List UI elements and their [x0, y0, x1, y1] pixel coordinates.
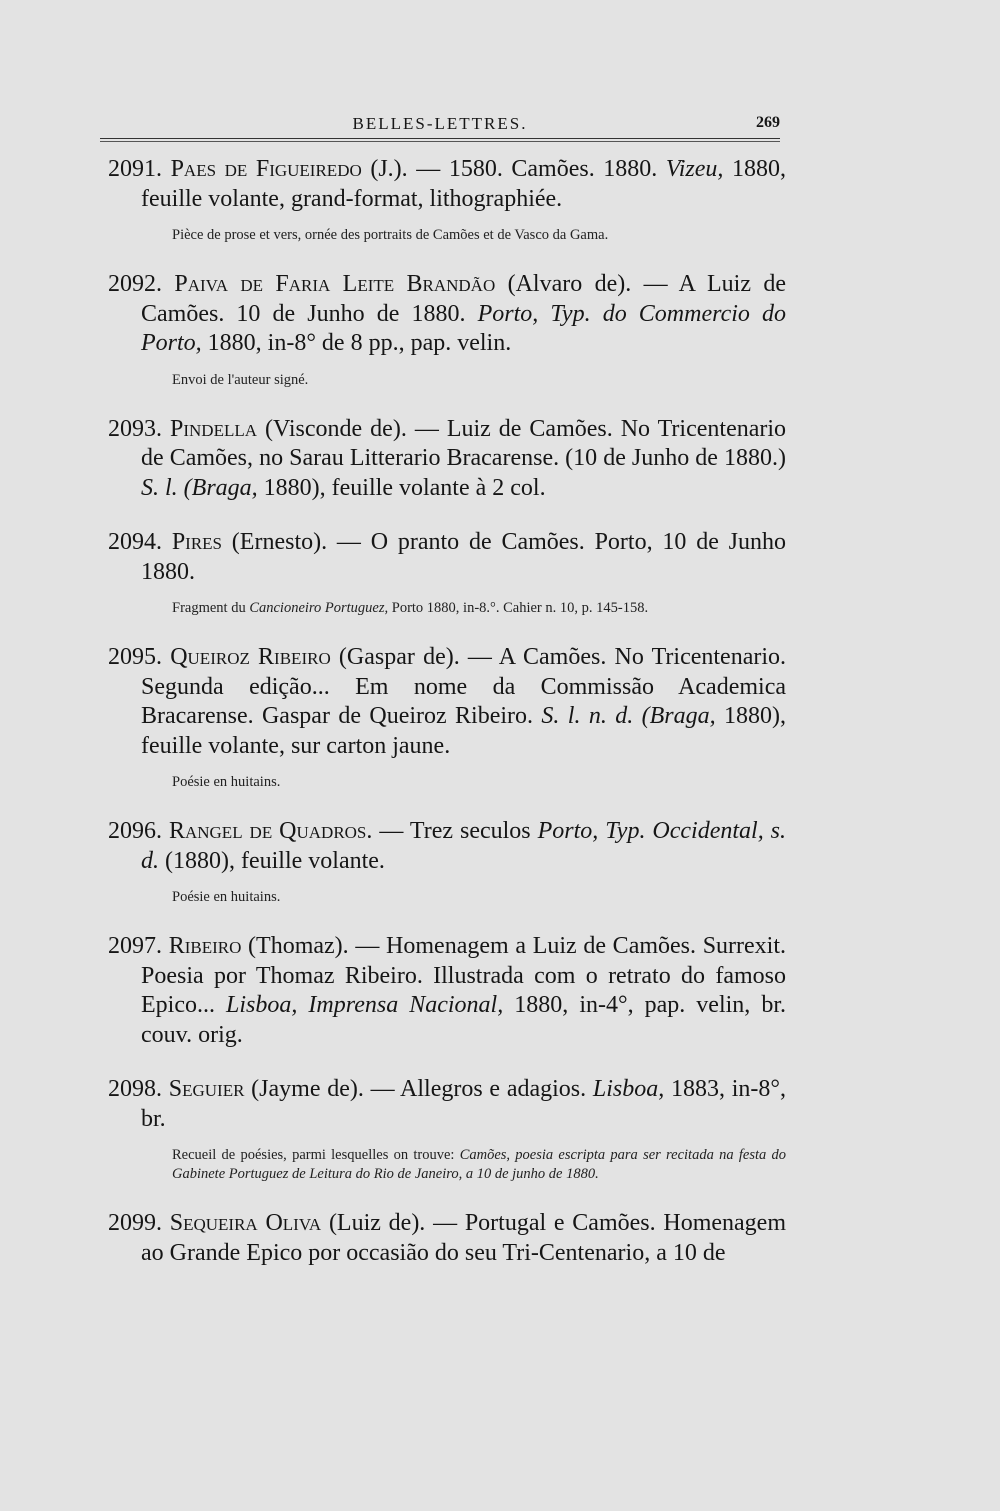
entry-text — [108, 643, 786, 761]
note-text-end: Porto 1880, in-8.°. Cahier n. 10, p. 145-158. — [388, 600, 649, 616]
entry-author-detail: (Gaspar de). — [330, 644, 460, 670]
entry-author: Sequeira Oliva — [169, 1210, 322, 1236]
catalogue-entries — [108, 155, 786, 1293]
entry-note — [172, 599, 786, 618]
entry-imprint: S. l. (Braga, — [141, 474, 258, 501]
entry-description: 1880), feuille volante, sur carton jaune. — [141, 703, 786, 759]
entry-number: 2093. — [108, 415, 162, 442]
catalogue-entry — [108, 528, 786, 618]
entry-author: Pindella — [170, 415, 257, 442]
catalogue-entry — [108, 1209, 786, 1268]
entry-note: Poésie en huitains. — [172, 889, 281, 905]
entry-author: Ribeiro — [168, 933, 242, 959]
entry-description: 1880, feuille volante, grand-format, lithographiée. — [141, 156, 786, 212]
entry-text — [108, 528, 786, 587]
note-text: Recueil de poésies, parmi lesquelles on trouve: — [172, 1147, 460, 1163]
entry-imprint: Porto, Typ. Occidental, s. d. — [141, 818, 786, 874]
entry-author-detail: (J.). — [361, 156, 408, 182]
entry-dash: — — [406, 415, 447, 442]
note-italic-title: Cancioneiro Portuguez, — [249, 600, 389, 616]
entry-number: 2096. — [108, 818, 162, 844]
entry-text — [108, 1209, 786, 1268]
entry-number: 2092. — [108, 271, 162, 297]
entry-number: 2097. — [108, 933, 162, 959]
header-rule — [100, 138, 780, 142]
page-number: 269 — [756, 114, 780, 131]
entry-title: A Camões. No Tricentenario. Segunda edição... Em nome da Commissão Academica Bracarense. Gaspar de Queiroz Ribeiro. — [141, 644, 787, 729]
entry-note: Envoi de l'auteur signé. — [172, 371, 309, 388]
entry-number: 2098. — [108, 1076, 162, 1102]
entry-title: Homenagem a Luiz de Camões. Surrexit. Poesia por Thomaz Ribeiro. Illustrada com o retrato do famoso Epico... — [141, 933, 787, 1018]
entry-author-detail: (Ernesto). — [222, 529, 328, 555]
entry-title: Allegros e adagios. — [400, 1076, 593, 1102]
catalogue-entry — [108, 643, 786, 792]
entry-author: Seguier — [168, 1076, 245, 1102]
entry-text — [108, 817, 786, 876]
catalogue-entry — [108, 817, 786, 907]
entry-author: Pires — [171, 529, 222, 555]
entry-title: A Luiz de Camões. 10 de Junho de 1880. — [141, 271, 787, 327]
entry-imprint: Lisboa, — [592, 1076, 665, 1102]
note-italic-title: Camões, poesia escripta para ser recitada na festa do Gabinete Portuguez de Leitura do Rio de Janeiro, a 10 de junho de 1880. — [172, 1147, 787, 1182]
catalogue-entry — [108, 1075, 786, 1184]
entry-text — [108, 270, 786, 359]
entry-number: 2095. — [108, 644, 162, 670]
entry-title: Trez seculos — [409, 818, 538, 844]
entry-note — [172, 1146, 786, 1184]
entry-dash: — — [407, 156, 449, 182]
entry-author-detail: (Alvaro de). — [495, 271, 632, 297]
catalogue-entry — [108, 932, 786, 1050]
entry-description: 1883, in-8°, br. — [141, 1076, 786, 1132]
entry-author: Paes de Figueiredo — [170, 156, 362, 182]
entry-number: 2099. — [108, 1210, 162, 1236]
entry-dash: — — [348, 933, 387, 959]
entry-description: 1880, in-4°, pap. velin, br. couv. orig. — [141, 992, 786, 1048]
note-text: Fragment du — [172, 600, 250, 616]
catalogue-entry — [108, 270, 786, 390]
entry-author: Rangel de Quadros — [168, 818, 367, 844]
entry-note: Pièce de prose et vers, ornée des portraits de Camões et de Vasco da Gama. — [172, 227, 609, 243]
entry-author: Paiva de Faria Leite Brandão — [174, 271, 496, 297]
entry-imprint: Porto, Typ. do Commercio do Porto, — [141, 300, 786, 356]
running-title: BELLES-LETTRES. — [352, 114, 528, 133]
catalogue-entry — [108, 415, 786, 504]
entry-number: 2094. — [108, 529, 162, 555]
entry-imprint: Vizeu, — [665, 156, 724, 182]
entry-dash: — — [425, 1210, 465, 1236]
entry-number: 2091. — [108, 156, 162, 182]
entry-author-detail: (Jayme de). — [244, 1076, 364, 1102]
entry-dash: — — [372, 818, 410, 844]
entry-author: Queiroz Ribeiro — [170, 644, 331, 670]
entry-description: 1880), feuille volante à 2 col. — [257, 474, 546, 501]
entry-author-detail: (Thomaz). — [241, 933, 349, 959]
entry-author-detail: . — [366, 818, 373, 844]
entry-title: 1580. Camões. 1880. — [448, 156, 666, 182]
entry-dash: — — [631, 271, 679, 297]
entry-imprint: S. l. n. d. (Braga, — [541, 703, 716, 729]
entry-note: Poésie en huitains. — [172, 774, 281, 790]
entry-description: (1880), feuille volante. — [159, 847, 385, 874]
entry-text — [108, 932, 786, 1050]
entry-dash: — — [459, 644, 499, 670]
entry-text — [108, 415, 786, 504]
page-header — [100, 114, 780, 144]
entry-dash: — — [363, 1076, 401, 1102]
entry-text — [108, 155, 786, 214]
entry-imprint: Lisboa, Imprensa Nacional, — [226, 992, 504, 1018]
entry-description: 1880, in-8° de 8 pp., pap. velin. — [201, 330, 512, 356]
entry-title: O pranto de Camões. Porto, 10 de Junho 1880. — [141, 529, 787, 585]
catalogue-entry — [108, 155, 786, 245]
entry-text — [108, 1075, 786, 1134]
entry-author-detail: (Visconde de). — [257, 415, 407, 442]
entry-dash: — — [327, 529, 371, 555]
entry-author-detail: (Luiz de). — [321, 1210, 426, 1236]
entry-title: Luiz de Camões. No Tricentenario de Camões, no Sarau Litterario Bracarense. (10 de Junho de 1880.) — [141, 415, 787, 471]
entry-title: Portugal e Camões. Homenagem ao Grande Epico por occasião do seu Tri-Centenario, a 10 de — [141, 1210, 786, 1266]
